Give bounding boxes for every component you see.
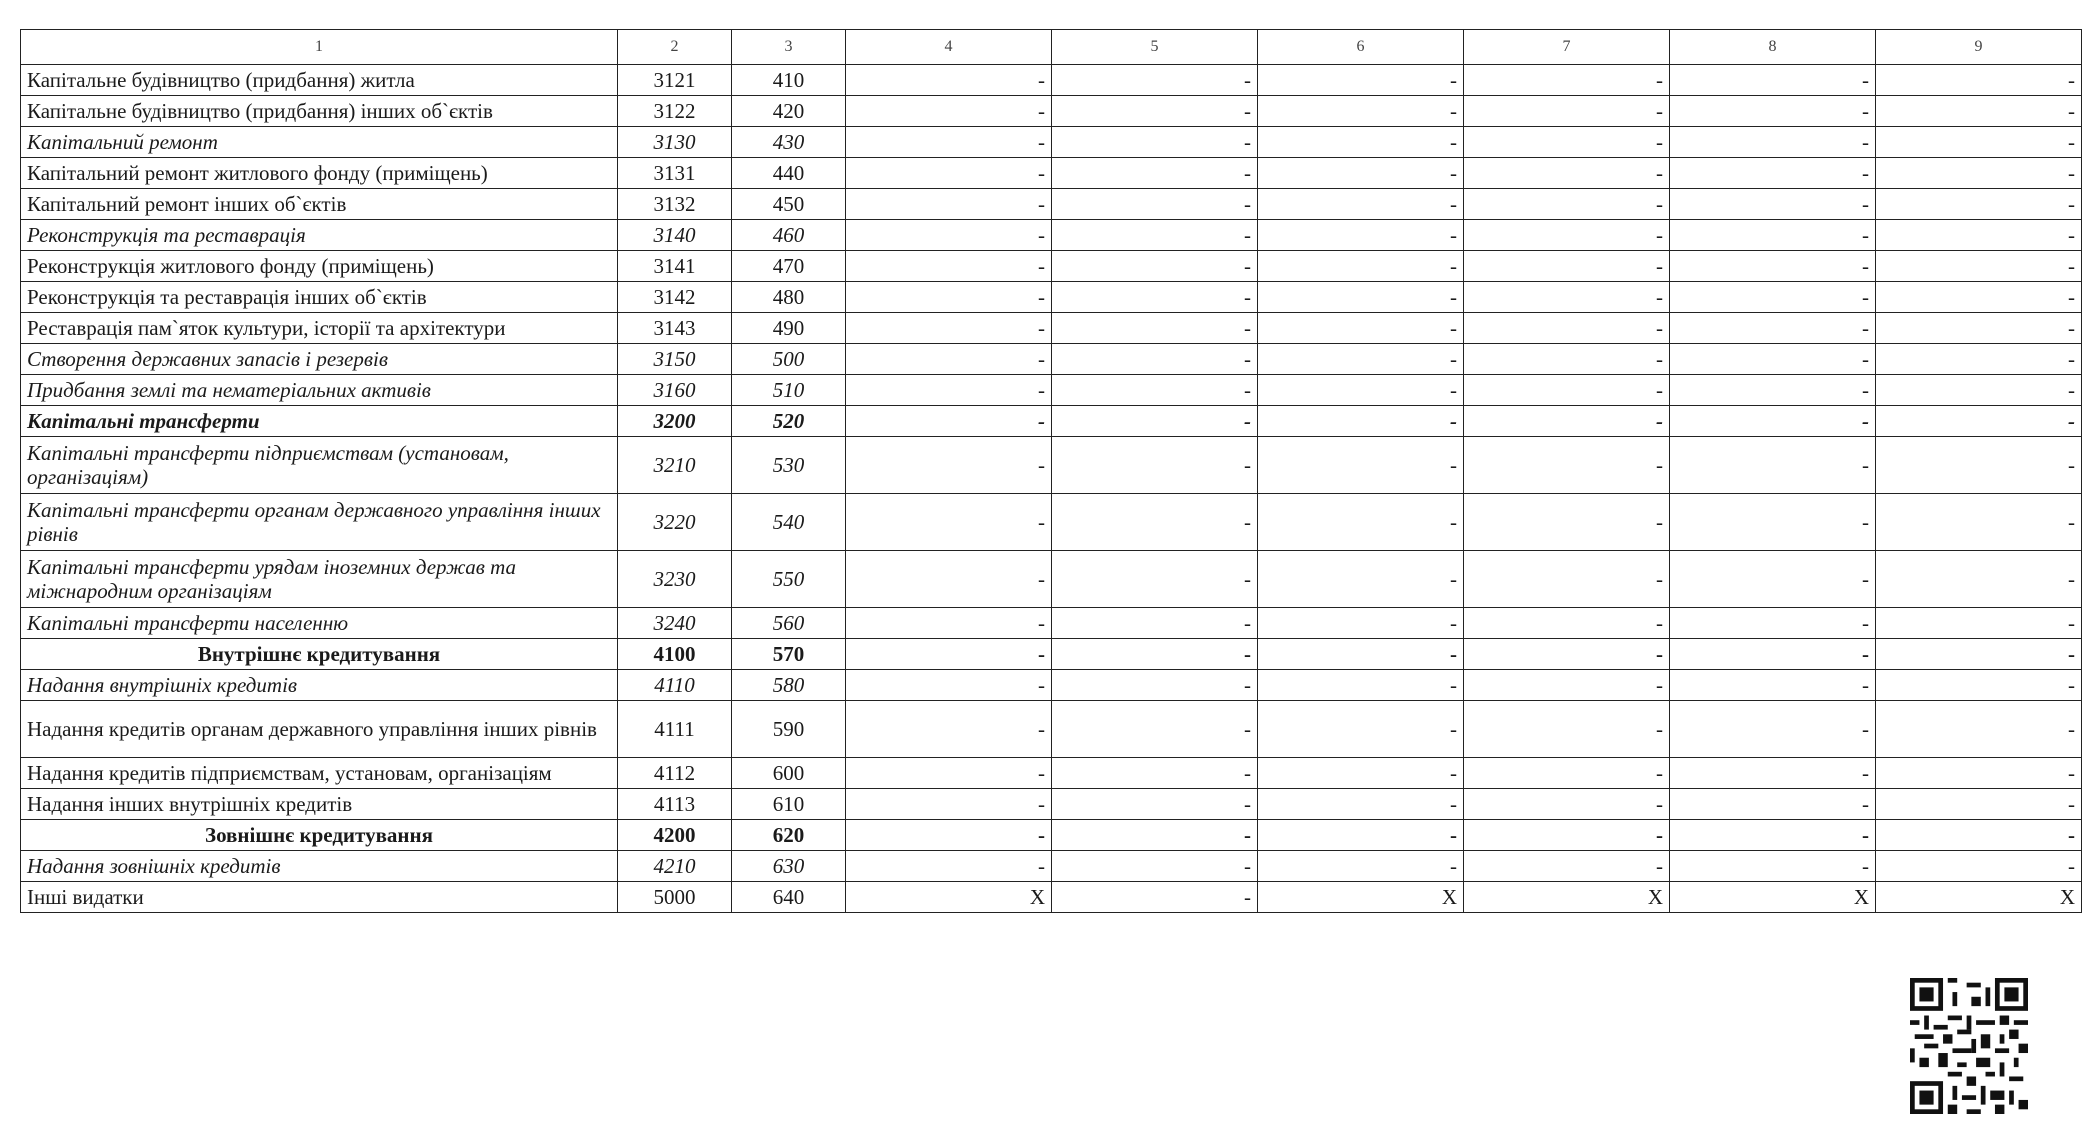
row-value-cell: - — [846, 437, 1052, 494]
row-value-cell: - — [846, 375, 1052, 406]
row-value-cell: - — [1670, 158, 1876, 189]
row-label: Реконструкція та реставрація інших об`єктів — [21, 282, 618, 313]
row-value-cell: - — [1258, 639, 1464, 670]
row-value-cell: - — [1258, 494, 1464, 551]
row-value-cell: - — [846, 551, 1052, 608]
row-value-cell: - — [1670, 313, 1876, 344]
row-code: 4113 — [618, 789, 732, 820]
row-label: Капітальне будівництво (придбання) інших об`єктів — [21, 96, 618, 127]
row-line-number: 490 — [732, 313, 846, 344]
row-line-number: 570 — [732, 639, 846, 670]
row-code: 4200 — [618, 820, 732, 851]
row-line-number: 500 — [732, 344, 846, 375]
table-row — [21, 494, 2082, 551]
row-value-cell: - — [1876, 789, 2082, 820]
table-row — [21, 96, 2082, 127]
row-value-cell: - — [1876, 220, 2082, 251]
row-code: 4100 — [618, 639, 732, 670]
row-value-cell: - — [1052, 220, 1258, 251]
row-value-cell: - — [1464, 220, 1670, 251]
row-code: 3141 — [618, 251, 732, 282]
table-row — [21, 551, 2082, 608]
row-value-cell: - — [1258, 375, 1464, 406]
row-value-cell: - — [1670, 494, 1876, 551]
row-value-cell: X — [1876, 882, 2082, 913]
row-label: Капітальне будівництво (придбання) житла — [21, 65, 618, 96]
row-line-number: 600 — [732, 758, 846, 789]
row-value-cell: - — [1464, 158, 1670, 189]
row-value-cell: - — [1052, 670, 1258, 701]
row-value-cell: - — [1464, 437, 1670, 494]
row-value-cell: - — [1464, 65, 1670, 96]
row-value-cell: - — [1052, 820, 1258, 851]
table-row — [21, 851, 2082, 882]
row-line-number: 640 — [732, 882, 846, 913]
row-value-cell: - — [1876, 437, 2082, 494]
row-value-cell: - — [1052, 189, 1258, 220]
row-value-cell: - — [1258, 220, 1464, 251]
row-code: 3230 — [618, 551, 732, 608]
row-line-number: 610 — [732, 789, 846, 820]
row-code: 4210 — [618, 851, 732, 882]
row-value-cell: - — [846, 251, 1052, 282]
row-label: Придбання землі та нематеріальних активів — [21, 375, 618, 406]
row-label: Капітальні трансферти — [21, 406, 618, 437]
row-code: 3142 — [618, 282, 732, 313]
table-row — [21, 820, 2082, 851]
row-value-cell: - — [846, 639, 1052, 670]
row-label: Капітальні трансферти органам державного управління інших рівнів — [21, 494, 618, 551]
row-value-cell: - — [1258, 251, 1464, 282]
row-value-cell: - — [1052, 851, 1258, 882]
row-value-cell: - — [1052, 375, 1258, 406]
row-value-cell: - — [1258, 701, 1464, 758]
row-value-cell: - — [1670, 758, 1876, 789]
row-line-number: 510 — [732, 375, 846, 406]
row-value-cell: - — [1258, 65, 1464, 96]
row-value-cell: - — [1876, 406, 2082, 437]
row-value-cell: - — [846, 608, 1052, 639]
row-value-cell: - — [1670, 251, 1876, 282]
row-code: 3140 — [618, 220, 732, 251]
row-value-cell: - — [1052, 282, 1258, 313]
row-value-cell: - — [1052, 127, 1258, 158]
row-value-cell: - — [1464, 406, 1670, 437]
row-value-cell: - — [1670, 851, 1876, 882]
expenditure-table — [20, 29, 2082, 913]
row-value-cell: - — [846, 282, 1052, 313]
row-line-number: 410 — [732, 65, 846, 96]
row-label: Надання інших внутрішніх кредитів — [21, 789, 618, 820]
row-value-cell: - — [1876, 375, 2082, 406]
row-line-number: 530 — [732, 437, 846, 494]
row-value-cell: - — [1670, 220, 1876, 251]
row-code: 3200 — [618, 406, 732, 437]
row-value-cell: - — [1052, 313, 1258, 344]
row-value-cell: - — [1670, 639, 1876, 670]
row-line-number: 460 — [732, 220, 846, 251]
qr-code-icon — [1910, 978, 2028, 1114]
row-value-cell: - — [1670, 96, 1876, 127]
row-value-cell: - — [1464, 820, 1670, 851]
table-row — [21, 758, 2082, 789]
row-value-cell: - — [1464, 189, 1670, 220]
row-value-cell: - — [1670, 789, 1876, 820]
row-value-cell: X — [1258, 882, 1464, 913]
row-value-cell: - — [1258, 344, 1464, 375]
row-value-cell: - — [846, 494, 1052, 551]
row-value-cell: - — [1052, 96, 1258, 127]
row-value-cell: - — [1464, 344, 1670, 375]
row-value-cell: - — [1052, 758, 1258, 789]
row-value-cell: - — [1876, 670, 2082, 701]
row-value-cell: - — [1876, 851, 2082, 882]
row-value-cell: - — [1670, 406, 1876, 437]
row-value-cell: - — [1670, 127, 1876, 158]
row-value-cell: - — [1258, 670, 1464, 701]
row-value-cell: - — [1670, 608, 1876, 639]
row-value-cell: - — [1464, 758, 1670, 789]
row-value-cell: - — [846, 127, 1052, 158]
row-code: 3143 — [618, 313, 732, 344]
row-value-cell: - — [1876, 701, 2082, 758]
row-code: 3150 — [618, 344, 732, 375]
row-code: 3160 — [618, 375, 732, 406]
row-value-cell: - — [846, 189, 1052, 220]
row-value-cell: - — [1464, 701, 1670, 758]
column-header: 3 — [732, 30, 846, 65]
row-value-cell: - — [1258, 608, 1464, 639]
row-value-cell: - — [1670, 344, 1876, 375]
row-value-cell: - — [1670, 670, 1876, 701]
row-label: Створення державних запасів і резервів — [21, 344, 618, 375]
row-value-cell: - — [1052, 608, 1258, 639]
row-line-number: 420 — [732, 96, 846, 127]
row-value-cell: - — [846, 406, 1052, 437]
row-value-cell: - — [1464, 282, 1670, 313]
table-row — [21, 789, 2082, 820]
row-label: Надання зовнішніх кредитів — [21, 851, 618, 882]
row-line-number: 620 — [732, 820, 846, 851]
row-label: Реконструкція та реставрація — [21, 220, 618, 251]
row-value-cell: - — [1876, 344, 2082, 375]
row-value-cell: - — [1670, 437, 1876, 494]
row-value-cell: - — [1052, 639, 1258, 670]
row-label: Зовнішнє кредитування — [21, 820, 618, 851]
row-label: Капітальні трансферти підприємствам (установам, організаціям) — [21, 437, 618, 494]
row-code: 3240 — [618, 608, 732, 639]
row-value-cell: - — [846, 851, 1052, 882]
row-value-cell: - — [1876, 158, 2082, 189]
row-value-cell: - — [1258, 437, 1464, 494]
row-value-cell: - — [1876, 127, 2082, 158]
table-row — [21, 251, 2082, 282]
row-value-cell: - — [1876, 96, 2082, 127]
row-value-cell: - — [1670, 701, 1876, 758]
row-value-cell: - — [1670, 820, 1876, 851]
row-value-cell: - — [1876, 251, 2082, 282]
row-line-number: 480 — [732, 282, 846, 313]
row-value-cell: - — [1876, 639, 2082, 670]
row-value-cell: - — [1670, 375, 1876, 406]
row-code: 4111 — [618, 701, 732, 758]
row-value-cell: - — [1670, 282, 1876, 313]
row-line-number: 560 — [732, 608, 846, 639]
row-value-cell: - — [1464, 851, 1670, 882]
row-line-number: 550 — [732, 551, 846, 608]
row-line-number: 470 — [732, 251, 846, 282]
row-value-cell: - — [846, 701, 1052, 758]
row-value-cell: - — [1052, 406, 1258, 437]
table-row — [21, 608, 2082, 639]
row-label: Внутрішнє кредитування — [21, 639, 618, 670]
row-value-cell: - — [1258, 851, 1464, 882]
column-header: 6 — [1258, 30, 1464, 65]
row-value-cell: - — [1464, 494, 1670, 551]
row-code: 3210 — [618, 437, 732, 494]
row-line-number: 580 — [732, 670, 846, 701]
row-value-cell: - — [1258, 127, 1464, 158]
column-header: 5 — [1052, 30, 1258, 65]
row-value-cell: X — [1670, 882, 1876, 913]
row-label: Капітальні трансферти урядам іноземних держав та міжнародним організаціям — [21, 551, 618, 608]
row-line-number: 630 — [732, 851, 846, 882]
row-value-cell: - — [1876, 282, 2082, 313]
row-value-cell: - — [1052, 344, 1258, 375]
column-header: 1 — [21, 30, 618, 65]
row-value-cell: X — [846, 882, 1052, 913]
row-label: Капітальний ремонт житлового фонду (приміщень) — [21, 158, 618, 189]
row-code: 3121 — [618, 65, 732, 96]
row-value-cell: - — [1670, 189, 1876, 220]
row-value-cell: - — [1052, 882, 1258, 913]
row-value-cell: - — [846, 313, 1052, 344]
table-header-row — [21, 30, 2082, 65]
row-line-number: 520 — [732, 406, 846, 437]
row-value-cell: - — [1258, 313, 1464, 344]
table-row — [21, 670, 2082, 701]
row-value-cell: - — [1876, 313, 2082, 344]
row-value-cell: - — [1258, 189, 1464, 220]
table-row — [21, 701, 2082, 758]
row-value-cell: - — [1876, 189, 2082, 220]
row-value-cell: - — [1258, 158, 1464, 189]
row-label: Реконструкція житлового фонду (приміщень) — [21, 251, 618, 282]
column-header: 2 — [618, 30, 732, 65]
row-line-number: 540 — [732, 494, 846, 551]
row-code: 5000 — [618, 882, 732, 913]
row-value-cell: - — [1258, 282, 1464, 313]
row-value-cell: - — [1464, 551, 1670, 608]
row-value-cell: - — [1258, 96, 1464, 127]
row-value-cell: - — [1464, 789, 1670, 820]
row-value-cell: - — [1052, 158, 1258, 189]
row-value-cell: - — [846, 820, 1052, 851]
row-value-cell: - — [1052, 437, 1258, 494]
row-label: Капітальні трансферти населенню — [21, 608, 618, 639]
row-value-cell: - — [1464, 251, 1670, 282]
table-row — [21, 437, 2082, 494]
row-value-cell: - — [1876, 494, 2082, 551]
table-row — [21, 220, 2082, 251]
column-header: 4 — [846, 30, 1052, 65]
row-value-cell: - — [1052, 494, 1258, 551]
row-code: 4112 — [618, 758, 732, 789]
row-code: 3131 — [618, 158, 732, 189]
row-code: 3220 — [618, 494, 732, 551]
table-row — [21, 158, 2082, 189]
row-value-cell: - — [1052, 701, 1258, 758]
column-header: 9 — [1876, 30, 2082, 65]
row-line-number: 450 — [732, 189, 846, 220]
row-value-cell: - — [1670, 551, 1876, 608]
row-value-cell: - — [846, 758, 1052, 789]
row-label: Надання внутрішніх кредитів — [21, 670, 618, 701]
row-value-cell: - — [1052, 251, 1258, 282]
table-row — [21, 127, 2082, 158]
row-value-cell: - — [846, 65, 1052, 96]
table-row — [21, 189, 2082, 220]
table-row — [21, 406, 2082, 437]
row-label: Реставрація пам`яток культури, історії та архітектури — [21, 313, 618, 344]
row-value-cell: - — [1876, 551, 2082, 608]
row-code: 4110 — [618, 670, 732, 701]
row-value-cell: - — [1258, 406, 1464, 437]
row-value-cell: X — [1464, 882, 1670, 913]
table-row — [21, 313, 2082, 344]
row-value-cell: - — [1258, 758, 1464, 789]
row-value-cell: - — [1464, 670, 1670, 701]
row-code: 3122 — [618, 96, 732, 127]
row-value-cell: - — [1258, 820, 1464, 851]
row-code: 3130 — [618, 127, 732, 158]
row-value-cell: - — [846, 220, 1052, 251]
row-value-cell: - — [1258, 789, 1464, 820]
row-value-cell: - — [1464, 608, 1670, 639]
row-value-cell: - — [846, 158, 1052, 189]
row-label: Інші видатки — [21, 882, 618, 913]
row-value-cell: - — [1464, 96, 1670, 127]
row-value-cell: - — [1052, 65, 1258, 96]
table-row — [21, 375, 2082, 406]
table-row — [21, 65, 2082, 96]
row-line-number: 440 — [732, 158, 846, 189]
row-value-cell: - — [1464, 127, 1670, 158]
table-row — [21, 639, 2082, 670]
row-value-cell: - — [1464, 639, 1670, 670]
row-value-cell: - — [846, 670, 1052, 701]
column-header: 8 — [1670, 30, 1876, 65]
row-line-number: 430 — [732, 127, 846, 158]
row-line-number: 590 — [732, 701, 846, 758]
row-value-cell: - — [1258, 551, 1464, 608]
row-label: Надання кредитів підприємствам, установам, організаціям — [21, 758, 618, 789]
row-value-cell: - — [1876, 65, 2082, 96]
row-value-cell: - — [846, 96, 1052, 127]
row-value-cell: - — [1876, 820, 2082, 851]
row-label: Капітальний ремонт — [21, 127, 618, 158]
row-value-cell: - — [846, 344, 1052, 375]
row-value-cell: - — [1876, 608, 2082, 639]
row-value-cell: - — [1464, 375, 1670, 406]
column-header: 7 — [1464, 30, 1670, 65]
row-value-cell: - — [1670, 65, 1876, 96]
row-value-cell: - — [846, 789, 1052, 820]
row-value-cell: - — [1464, 313, 1670, 344]
table-row — [21, 282, 2082, 313]
row-value-cell: - — [1876, 758, 2082, 789]
row-label: Капітальний ремонт інших об`єктів — [21, 189, 618, 220]
table-row — [21, 882, 2082, 913]
row-value-cell: - — [1052, 551, 1258, 608]
row-code: 3132 — [618, 189, 732, 220]
row-label: Надання кредитів органам державного управління інших рівнів — [21, 701, 618, 758]
row-value-cell: - — [1052, 789, 1258, 820]
table-row — [21, 344, 2082, 375]
